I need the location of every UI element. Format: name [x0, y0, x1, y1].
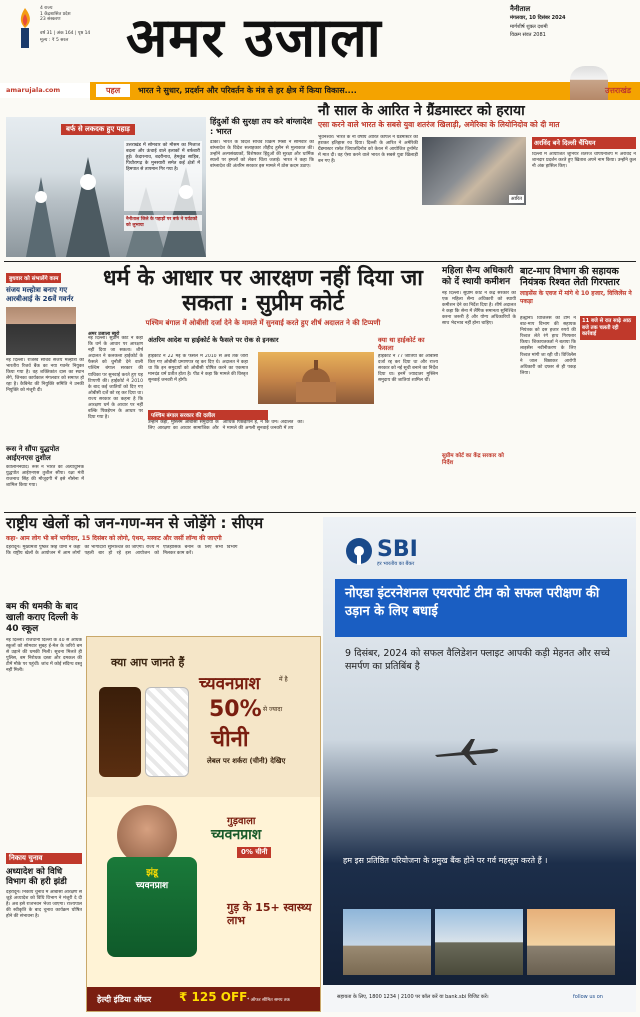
main-sidebar-kicker: क्या था हाईकोर्ट का फैसला	[378, 336, 425, 352]
main-inner-headline: अंतरिम आदेश या हाईकोर्ट के फैसले पर रोक से इनकार	[148, 336, 279, 344]
games-headline: राष्ट्रीय खेलों को जन-गण-मन से जोड़ेंगे : सीएम	[6, 514, 264, 532]
ad-text-mein: में है	[279, 676, 288, 683]
sbi-social[interactable]: follow us on	[573, 994, 603, 1000]
sbi-tagline: हर भारतीय का बैंकर	[377, 561, 415, 567]
bomb-text: नई दिल्ली। राजधानी दिल्ली के 40 से अधिक स्कूलों को सोमवार सुबह ई-मेल के जरिये बम से उड़ाने की धमकी मिली। सूचना मिलते ही पुलिस, बम निरोधक दस्ता और दमकल की टीमें मौके पर पहुंचीं। जांच में कोई संदिग्ध वस्तु नहीं मिली।	[6, 638, 82, 674]
ad-benefit: गुड़ के 15+ स्वास्थ्य लाभ	[227, 901, 312, 927]
top-banner[interactable]	[90, 82, 640, 100]
jar-right	[145, 687, 189, 777]
election-story	[6, 845, 82, 1010]
snow-text: उत्तराखंड में सोमवार को मौसम का मिजाज बदला और ऊंचाई वाले इलाकों में बर्फबारी हुई। केदारनाथ, बदरीनाथ, हेमकुंड साहिब, पिथौरागढ़ के मुनस्यारी समेत कई क्षेत्रों में हिमपात से तापमान गिर गया है।	[124, 141, 202, 211]
panchang: मार्गशीर्ष शुक्ल दशमी	[510, 24, 548, 30]
election-text: देहरादून। निकाय चुनाव में ओबीसी आरक्षण से जुड़े अध्यादेश को विधि विभाग ने मंजूरी दे दी है। अब इसे राजभवन भेजा जाएगा। राज्यपाल की स्वीकृति के बाद चुनाव कार्यक्रम घोषित होने की संभावना है।	[6, 890, 82, 920]
ad-sugar: चीनी	[211, 727, 249, 752]
samvat: विक्रम संवत 2081	[510, 32, 546, 38]
snow-photo	[6, 117, 206, 257]
bomb-story	[6, 602, 82, 842]
election-kicker: निकाय चुनाव	[6, 853, 82, 864]
ad-product: च्यवनप्राश	[199, 674, 261, 694]
bangladesh-story	[210, 117, 314, 257]
man-photo	[117, 805, 177, 865]
ad-text-zyada: से ज्यादा	[263, 706, 283, 713]
ad-percent: 50%	[209, 697, 262, 722]
price: मूल्य : ₹ 5 सरल	[40, 38, 69, 43]
bribe-headline: बाट-माप विभाग की सहायक नियंत्रक रिश्वत लेती गिरफ्तार	[520, 266, 620, 288]
court-photo	[258, 352, 374, 404]
sbi-brand: SBI	[377, 537, 418, 562]
games-text: देहरादून। मुख्यमंत्री पुष्कर सिंह धामी ने कहा कि राष्ट्रीय खेलों के आयोजन में आम लोगों की भागीदारी सुनिश्चित की जाएगी। राज्य में पहली बार हो रहे इस आयोजन को ऐतिहासिक बनाने के लिए सभी विभाग मिलकर काम करें।	[6, 545, 238, 557]
women-kicker: सुप्रीम कोर्ट का केंद्र सरकार को निर्देश	[442, 453, 504, 466]
games-subhead: कहा- आम लोग भी बनें भागीदार, 15 दिसंबर को लोगो, एंथम, मस्कट और जर्सी लॉन्च की जाएगी	[6, 535, 222, 542]
election-headline: अध्यादेश को विधि विभाग की हरी झंडी	[6, 867, 67, 887]
ut-count: 1 केंद्रशासित प्रदेश	[40, 11, 71, 17]
masthead	[0, 0, 640, 82]
sanjay-text: नई दिल्ली। राजस्व सचिव संजय मल्होत्रा को भारतीय रिजर्व बैंक का नया गवर्नर नियुक्त किया गया है। वह शक्तिकांत दास का स्थान लेंगे, जिनका कार्यकाल मंगलवार को समाप्त हो रहा है। कैबिनेट की नियुक्ति समिति ने उनकी नियुक्ति को मंजूरी दी।	[6, 358, 84, 394]
ad-offer[interactable]: ₹ 125 OFF	[179, 990, 248, 1004]
bomb-headline: बम की धमकी के बाद खाली कराए दिल्ली के 40 स्कूल	[6, 602, 78, 634]
russia-text: कालिनिनग्राद। रूस ने भारत को अत्याधुनिक युद्धपोत आईएनएस तुशील सौंपा। रक्षा मंत्री राजनाथ सिंह की मौजूदगी में इसे नौसेना में शामिल किया गया।	[6, 465, 84, 489]
ad-zero: 0% चीनी	[237, 847, 271, 858]
chess-sidebar-text: दिल्ली में आयोजित जूनियर शतरंज चैंपियनशिप में अरविंद ने शानदार प्रदर्शन करते हुए खिताब अपने नाम किया। उन्होंने कुल नौ अंक हासिल किए।	[532, 152, 636, 170]
main-text2: हाईकोर्ट ने 22 मई के फैसले में 2010 से अब तक जारी किए गए ओबीसी प्रमाणपत्र रद्द कर दिए थे। अदालत ने कहा था कि इन समुदायों को ओबीसी घोषित करने का एकमात्र मानदंड धर्म प्रतीत होता है। पीठ ने कहा कि मामले की विस्तृत सुनवाई जनवरी में होगी।	[148, 354, 248, 384]
court-dome-icon	[288, 358, 344, 402]
sanjay-kicker: बुधवार को संभालेंगे काम	[6, 273, 61, 283]
main-sidebar-text: हाईकोर्ट ने 77 जातियों का ओबीसी दर्जा रद्द कर दिया था और राज्य सरकार को नई सूची बनाने का निर्देश दिया था। इनमें ज्यादातर मुस्लिम समुदाय की जातियां शामिल थीं।	[378, 354, 438, 384]
main-byline: अमर उजाला ब्यूरो	[88, 332, 120, 337]
website-url[interactable]: amarujala.com	[6, 86, 61, 94]
women-headline: महिला सैन्य अधिकारी को दें स्थायी कमीशन	[442, 266, 514, 287]
chess-photo	[422, 137, 526, 205]
chyawanprash-ad[interactable]	[86, 636, 321, 1012]
russia-headline: रूस ने सौंपा युद्धपोत आईएनएस तुशील	[6, 445, 60, 462]
airplane-icon	[433, 737, 503, 767]
main-text3: उन्होंने कहा, मुस्लिम ओबीसी समुदायों के लिए आरक्षण का आधार सामाजिक और आर्थिक पिछड़ापन है, न कि धर्म। अदालत ने मामले की अगली सुनवाई जनवरी में तय की।	[148, 420, 304, 432]
website-strip	[0, 83, 90, 98]
sbi-photo-1	[343, 909, 431, 975]
state-label: उत्तराखंड	[605, 86, 632, 95]
main-sidebar	[378, 336, 438, 511]
bangladesh-headline: हिंदुओं की सुरक्षा तय करे बांग्लादेश : भारत	[210, 117, 313, 136]
state-count: 4 राज्य	[40, 6, 53, 11]
edition-city: नैनीताल	[510, 5, 531, 13]
bangladesh-text: ढाका। भारत के विदेश सचिव विक्रम मिस्री ने सोमवार को बांग्लादेश के विदेश सलाहकार तौहीद हुसैन से मुलाकात की। उन्होंने अल्पसंख्यकों, विशेषकर हिंदुओं की सुरक्षा और धार्मिक स्थलों पर हमलों को लेकर चिंता जताई। भारत ने कहा कि बांग्लादेश की अंतरिम सरकार इस मामले में ठोस कदम उठाए।	[210, 140, 314, 170]
date: मंगलवार, 10 दिसंबर 2024	[510, 15, 566, 21]
chess-photo-tag: आरित	[510, 196, 522, 202]
main-headline: धर्म के आधार पर आरक्षण नहीं दिया जा सकता : सुप्रीम कोर्ट	[102, 266, 423, 316]
sbi-subtext: 9 दिसंबर, 2024 को सफल वैलिडेशन फ्लाइट आपकी कड़ी मेहनत और सच्चे समर्पण का प्रतिबिंब है	[345, 648, 610, 672]
chess-subhead: एसा करने वाले भारत के सबसे युवा शतरंज खिलाड़ी, अमेरिका के लियोनिदोव को दी मात	[318, 120, 560, 129]
chess-story	[318, 103, 636, 258]
main-subhead: पश्चिम बंगाल में ओबीसी दर्जा देने के मामले में सुनवाई करते हुए शीर्ष अदालत ने की टिप्पणी	[145, 319, 381, 327]
jhandu-jar	[107, 857, 197, 957]
torch-logo-icon	[12, 6, 38, 50]
bribe-subhead: लाइसेंस के एवज में मांगे थे 10 हजार, विजिलेंस ने पकड़ा	[520, 290, 632, 305]
main-box-label: पश्चिम बंगाल सरकार की दलील	[148, 410, 268, 420]
issue-info: वर्ष 31 | अंक 164 | पृष्ठ 14	[40, 31, 91, 36]
sbi-logo-icon	[345, 537, 373, 565]
bribe-sidebar: 11 बजे से रात साढ़े आठ बजे तक चलती रही कार्रवाई	[580, 316, 636, 340]
chess-text: भुवनेश्वर। भारत के नौ वर्षीय आरित कपिल ने ग्रैंडमास्टर को हराकर इतिहास रच दिया। दिल्ली के आरित ने अमेरिकी ग्रैंडमास्टर रासेत जियातदिनोव को केरल में आयोजित टूर्नामेंट में मात दी। वह ऐसा करने वाले भारत के सबसे युवा खिलाड़ी बन गए हैं।	[318, 135, 418, 165]
bribe-text: हल्द्वानी। विजिलेंस की टीम ने बाट-माप विभाग की सहायक नियंत्रक को दस हजार रुपये की रिश्वत लेते रंगे हाथ गिरफ्तार किया। शिकायतकर्ता ने बताया कि लाइसेंस नवीनीकरण के लिए रिश्वत मांगी जा रही थी। विजिलेंस ने जाल बिछाकर आरोपी अधिकारी को दफ्तर से ही पकड़ लिया।	[520, 316, 576, 376]
women-story	[442, 266, 516, 511]
ad-question: क्या आप जानते हैं	[111, 656, 185, 669]
pm-portrait	[570, 66, 608, 100]
ad-footer: हेल्दी इंडिया ऑफर	[97, 995, 152, 1004]
chess-headline: नौ साल के आरित ने ग्रैंडमास्टर को हराया	[318, 103, 525, 119]
banner-label: पहल	[96, 84, 130, 97]
ad-label-note: लेबल पर शर्करा (चीनी) देखिए	[207, 757, 286, 765]
jar-product-name: च्यवनप्राश	[135, 881, 169, 891]
jar-left	[99, 687, 141, 777]
sanjay-headline: संजय मल्होत्रा बनाए गए आरबीआई के 26वें गवर्नर	[6, 286, 74, 303]
ad-offer-note: * ऑफर सीमित समय तक	[247, 998, 290, 1003]
masthead-title: अमर उजाला	[126, 5, 382, 69]
ad-product2: च्यवनप्राश	[211, 827, 262, 843]
snow-caption2: नैनीताल जिले के पहाड़ों पर बर्फ ने पर्यटकों को लुभाया	[124, 215, 202, 231]
ad-gud: गुड़वाला	[227, 816, 256, 827]
sanjay-column	[6, 265, 84, 510]
chess-text2	[422, 207, 526, 253]
snow-caption: बर्फ से लकदक हुए पहाड़	[61, 124, 135, 135]
chess-sidebar-title: अरविंद बने दिल्ली चैंपियन	[532, 137, 636, 149]
banner-tagline: भारत ने सुधार, प्रदर्शन और परिवर्तन के मंत्र से हर क्षेत्र में किया विकास....	[138, 86, 357, 95]
sbi-proud: हम इस प्रतिष्ठित परियोजना के प्रमुख बैंक होने पर गर्व महसूस करते हैं ।	[343, 856, 548, 865]
sbi-ad[interactable]	[323, 517, 636, 1012]
chess-sidebar	[532, 137, 636, 255]
sanjay-photo	[6, 307, 76, 355]
main-story	[88, 266, 438, 511]
sbi-footer[interactable]: सहायता के लिए, 1800 1234 | 2100 पर कॉल करें या bank.sbi विजिट करें।	[337, 994, 489, 1000]
main-text1: नई दिल्ली। सुप्रीम कोर्ट ने कहा कि धर्म के आधार पर आरक्षण नहीं दिया जा सकता। शीर्ष अदालत ने कलकत्ता हाईकोर्ट के फैसले को चुनौती देने वाली पश्चिम बंगाल सरकार की याचिका पर सुनवाई करते हुए यह टिप्पणी की। हाईकोर्ट ने 2010 के बाद कई जातियों को दिए गए ओबीसी दर्जे को रद्द कर दिया था। राज्य सरकार का कहना है कि आरक्षण धर्म के आधार पर नहीं बल्कि पिछड़ेपन के आधार पर दिया गया है।	[88, 336, 143, 421]
sbi-headline: नोएडा इंटरनेशनल एयरपोर्ट टीम को सफल परीक्षण की उड़ान के लिए बधाई	[345, 586, 600, 619]
women-text: नई दिल्ली। सुप्रीम कोर्ट ने केंद्र सरकार को एक महिला सैन्य अधिकारी को स्थायी कमीशन देने का निर्देश दिया है। शीर्ष अदालत ने कहा कि सेना में लैंगिक समानता सुनिश्चित करना जरूरी है और योग्य अधिकारियों के साथ भेदभाव नहीं होना चाहिए।	[442, 291, 516, 327]
sbi-photo-2	[435, 909, 523, 975]
sbi-photo-3	[527, 909, 615, 975]
jar-brand: झंडू	[146, 868, 158, 878]
bribe-story	[520, 266, 636, 511]
edition-count: 23 संस्करण	[40, 17, 61, 22]
